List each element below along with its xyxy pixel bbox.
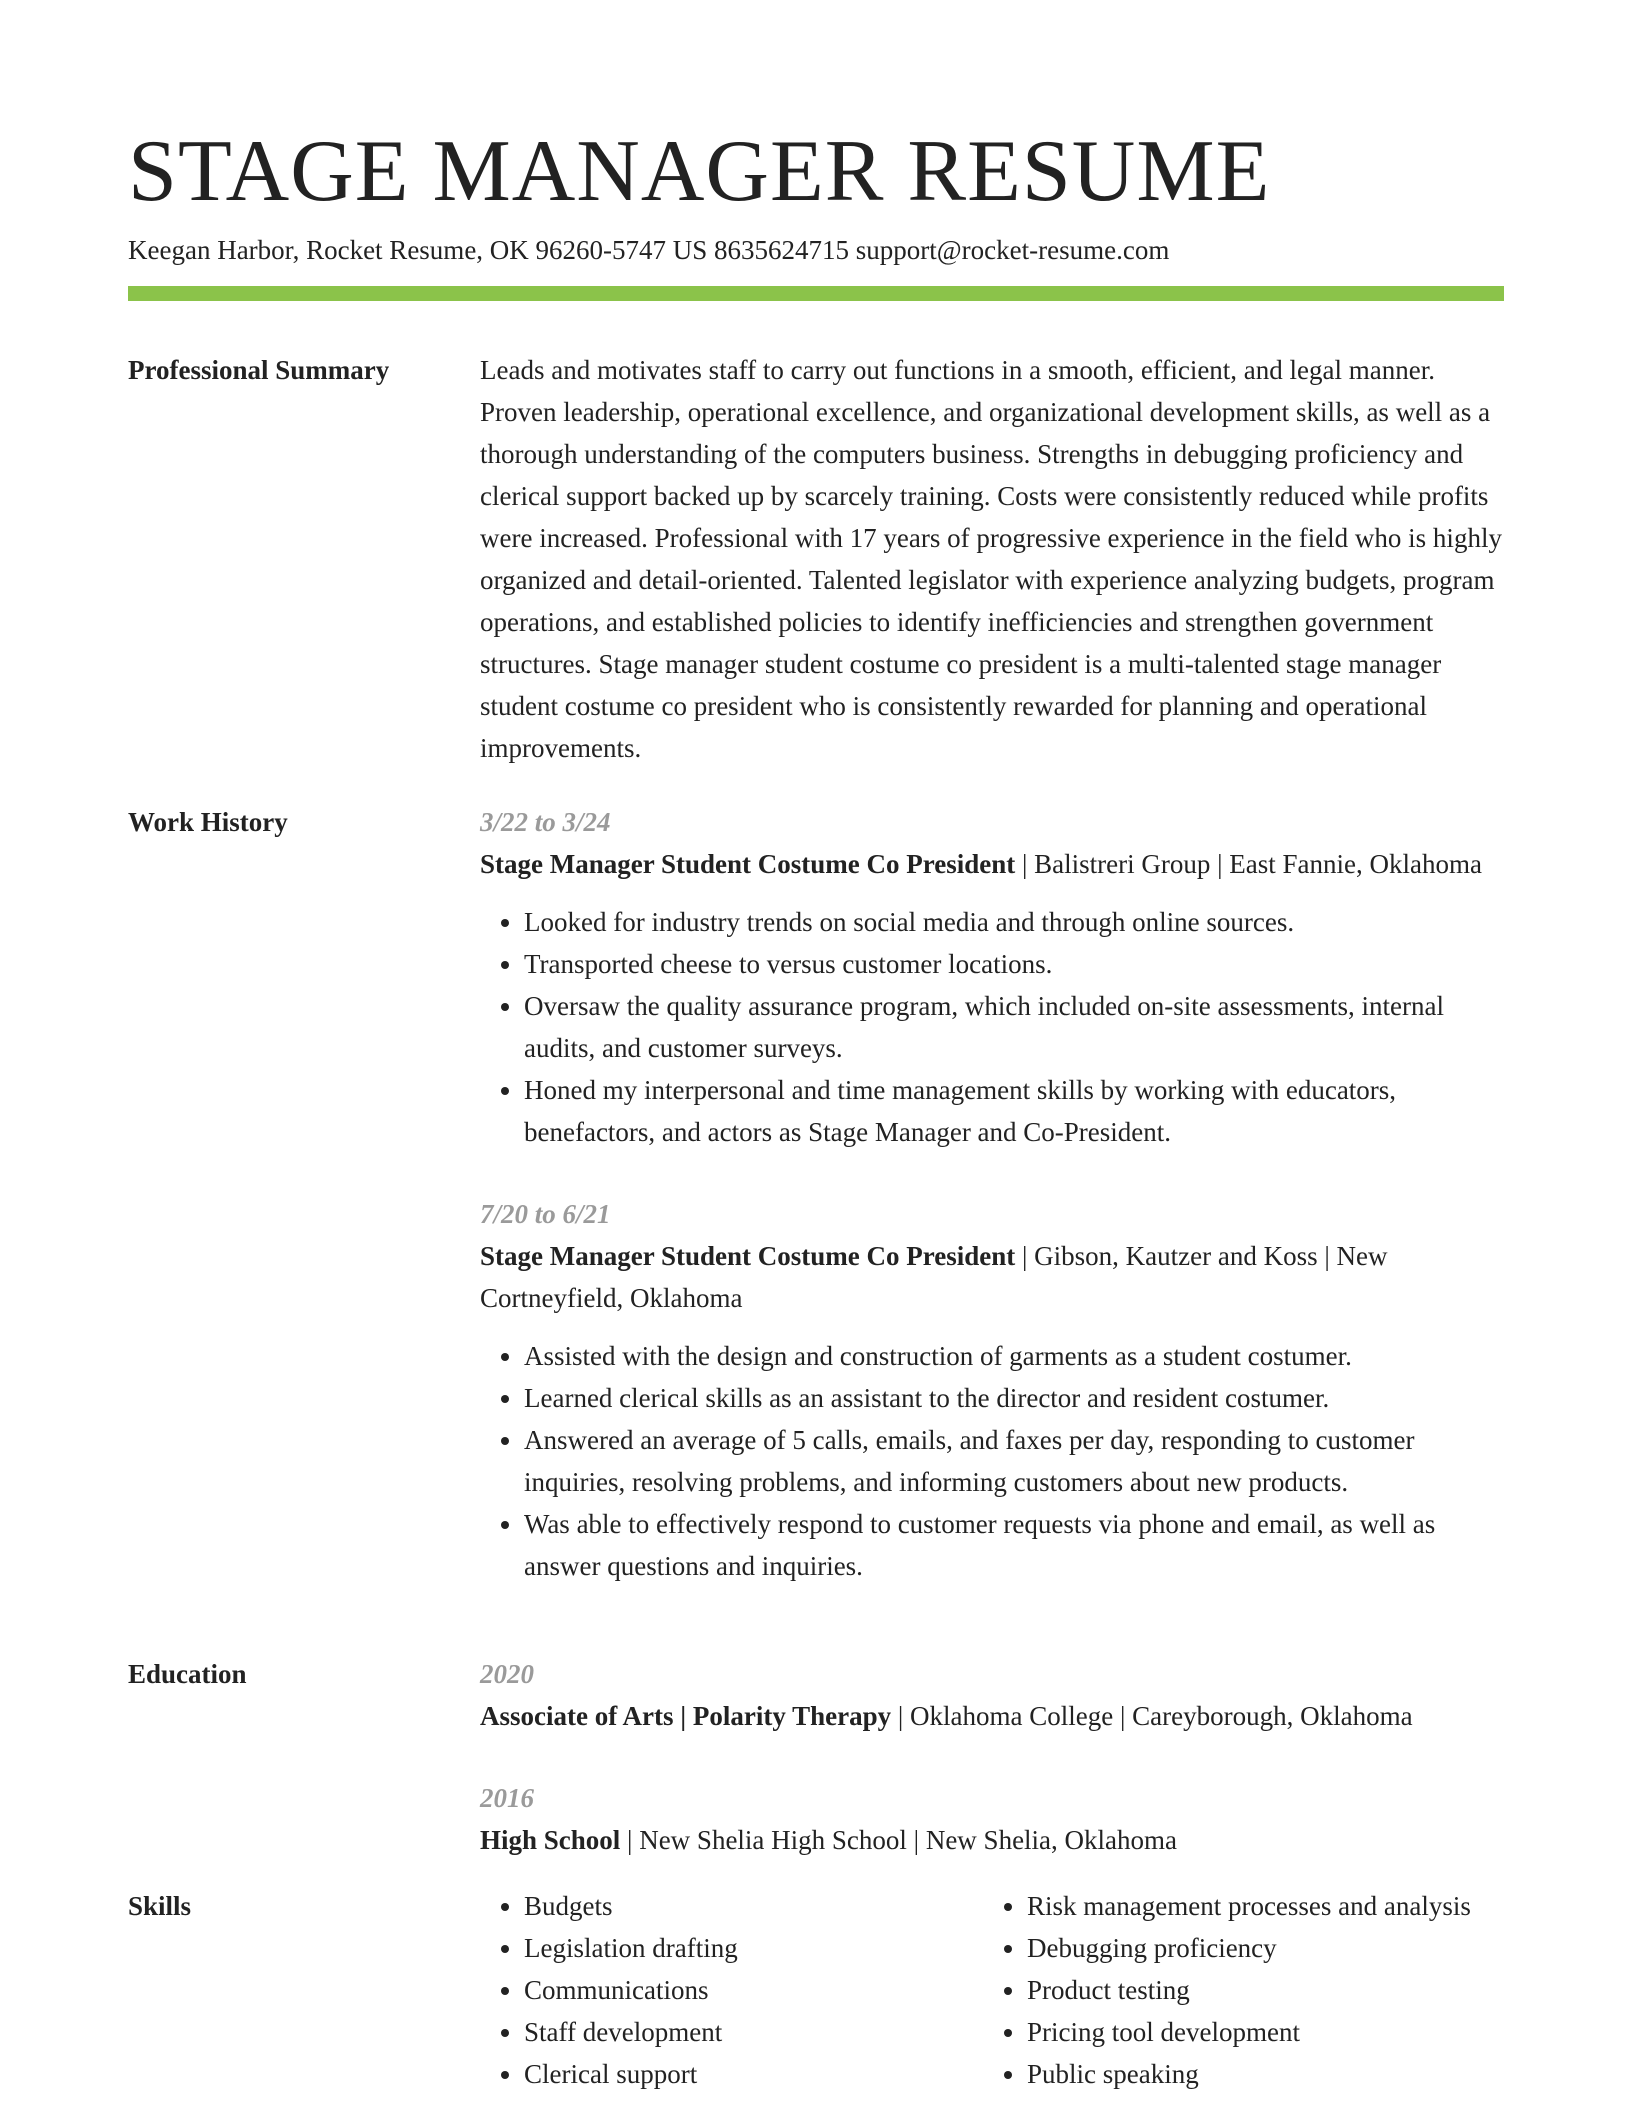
contact-line: Keegan Harbor, Rocket Resume, OK 96260-5747 US 8635624715 support@rocket-resume.com bbox=[128, 235, 1170, 265]
work-history-body bbox=[480, 801, 1504, 1587]
job-dates: 3/22 to 3/24 bbox=[480, 807, 611, 837]
skill-item: • Staff development bbox=[524, 2011, 983, 2053]
job-entry bbox=[480, 801, 1504, 1153]
education-degree: Associate of Arts | Polarity Therapy bbox=[480, 1701, 892, 1731]
job-bullet: • Learned clerical skills as an assistant to the director and resident costumer. bbox=[524, 1377, 1504, 1419]
job-bullet: • Honed my interpersonal and time management skills by working with educators, benefactors, and actors as Stage Manager and Co-President. bbox=[524, 1069, 1504, 1153]
job-role-line bbox=[480, 1235, 1504, 1319]
skill-item: • Pricing tool development bbox=[1027, 2011, 1486, 2053]
education-degree: High School bbox=[480, 1825, 621, 1855]
skill-item: • Clerical support bbox=[524, 2053, 983, 2095]
skills-column-right bbox=[983, 1885, 1486, 2095]
job-bullets bbox=[480, 1335, 1504, 1587]
education-details: | New Shelia High School | New Shelia, Oklahoma bbox=[620, 1825, 1178, 1855]
job-dates: 7/20 to 6/21 bbox=[480, 1199, 611, 1229]
section-heading-skills: Skills bbox=[128, 1891, 192, 1921]
skill-item: • Communications bbox=[524, 1969, 983, 2011]
job-bullet: • Assisted with the design and construction of garments as a student costumer. bbox=[524, 1335, 1504, 1377]
resume-title: STAGE MANAGER RESUME bbox=[128, 123, 1271, 220]
job-entry bbox=[480, 1193, 1504, 1587]
summary-body bbox=[480, 349, 1504, 769]
skill-item: • Product testing bbox=[1027, 1969, 1486, 2011]
skills-list-right bbox=[983, 1885, 1486, 2095]
job-bullet: • Looked for industry trends on social media and through online sources. bbox=[524, 901, 1504, 943]
job-bullet: • Oversaw the quality assurance program, which included on-site assessments, internal audits, and customer surveys. bbox=[524, 985, 1504, 1069]
section-heading-work-history: Work History bbox=[128, 807, 288, 837]
section-heading-summary: Professional Summary bbox=[128, 355, 390, 385]
job-bullet: • Was able to effectively respond to customer requests via phone and email, as well as answer questions and inquiries. bbox=[524, 1503, 1504, 1587]
education-line bbox=[480, 1819, 1504, 1861]
section-heading-education: Education bbox=[128, 1659, 247, 1689]
job-role-line bbox=[480, 843, 1504, 885]
job-bullet: • Answered an average of 5 calls, emails, and faxes per day, responding to customer inquiries, resolving problems, and informing customers about new products. bbox=[524, 1419, 1504, 1503]
skills-body bbox=[480, 1885, 1504, 2095]
skills-list-left bbox=[480, 1885, 983, 2095]
education-details: | Oklahoma College | Careyborough, Oklahoma bbox=[891, 1701, 1413, 1731]
job-title: Stage Manager Student Costume Co President bbox=[480, 849, 1016, 879]
job-details: | Gibson, Kautzer and Koss | New Cortneyfield, Oklahoma bbox=[480, 1241, 1388, 1313]
skill-item: • Budgets bbox=[524, 1885, 983, 1927]
skill-item: • Legislation drafting bbox=[524, 1927, 983, 1969]
summary-text: Leads and motivates staff to carry out functions in a smooth, efficient, and legal manner. Proven leadership, operational excellence, and organizational development skills, as well as a thorough understanding of the computers business. Strengths in debugging proficiency and clerical support backed up by scarcely training. Costs were consistently reduced while profits were increased. Professional with 17 years of progressive experience in the field who is highly organized and detail-oriented. Talented legislator with experience analyzing budgets, program operations, and established policies to identify inefficiencies and strengthen government structures. Stage manager student costume co president is a multi-talented stage manager student costume co president who is consistently rewarded for planning and operational improvements. bbox=[480, 355, 1502, 763]
job-title: Stage Manager Student Costume Co President bbox=[480, 1241, 1016, 1271]
education-year: 2016 bbox=[480, 1783, 534, 1813]
header-divider bbox=[128, 286, 1504, 301]
education-entry bbox=[480, 1777, 1504, 1861]
skill-item: • Public speaking bbox=[1027, 2053, 1486, 2095]
education-line bbox=[480, 1695, 1504, 1737]
job-details: | Balistreri Group | East Fannie, Oklahoma bbox=[1015, 849, 1482, 879]
education-entry bbox=[480, 1653, 1504, 1737]
skill-item: • Risk management processes and analysis bbox=[1027, 1885, 1486, 1927]
skills-columns bbox=[480, 1885, 1504, 2095]
job-bullets bbox=[480, 901, 1504, 1153]
education-year: 2020 bbox=[480, 1659, 534, 1689]
skill-item: • Debugging proficiency bbox=[1027, 1927, 1486, 1969]
job-bullet: • Transported cheese to versus customer locations. bbox=[524, 943, 1504, 985]
skills-column-left bbox=[480, 1885, 983, 2095]
education-body bbox=[480, 1653, 1504, 1861]
